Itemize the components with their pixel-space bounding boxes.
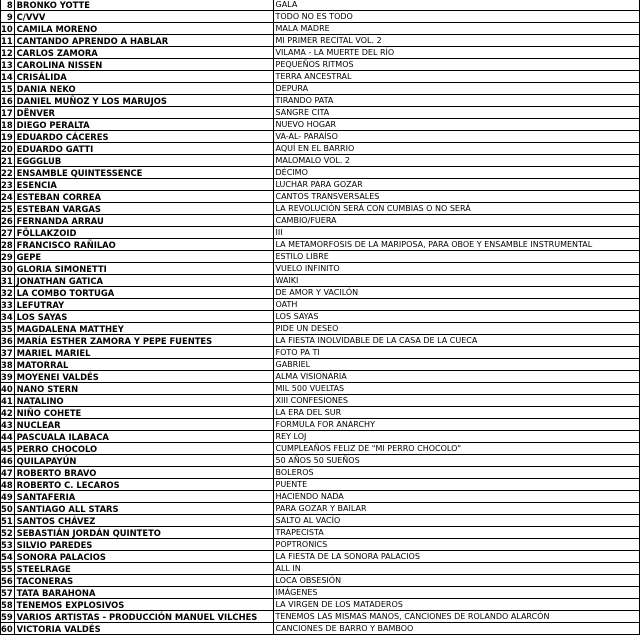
row-number: 31 xyxy=(1,275,13,286)
album-title: TIRANDO PATA xyxy=(273,95,640,107)
row-number: 15 xyxy=(1,83,13,94)
album-title: LA ERA DEL SUR xyxy=(273,407,640,419)
table-row xyxy=(1,347,640,359)
artist-name: EDUARDO GATTI xyxy=(14,143,273,155)
album-title: TERRA ANCESTRAL xyxy=(273,71,640,83)
table-row xyxy=(1,239,640,251)
artist-name: STEELRAGE xyxy=(14,563,273,575)
album-title: ALL IN xyxy=(273,563,640,575)
album-title: LOCA OBSESIÓN xyxy=(273,575,640,587)
artist-name: SANTIAGO ALL STARS xyxy=(14,503,273,515)
table-row xyxy=(1,515,640,527)
table-row xyxy=(1,527,640,539)
artist-name: SANTAFERIA xyxy=(14,491,273,503)
artist-name: LOS SAYAS xyxy=(14,311,273,323)
album-title: LA VIRGEN DE LOS MATADEROS xyxy=(273,599,640,611)
table-row xyxy=(1,155,640,167)
table-row xyxy=(1,191,640,203)
artist-name: SEBASTIÁN JORDÁN QUINTETO xyxy=(14,527,273,539)
album-title: CUMPLEAÑOS FELIZ DE "MI PERRO CHOCOLO" xyxy=(273,443,640,455)
artist-name: SILVIO PAREDES xyxy=(14,539,273,551)
row-number: 44 xyxy=(1,431,13,442)
table-row xyxy=(1,71,640,83)
artist-name: TENEMOS EXPLOSIVOS xyxy=(14,599,273,611)
row-number: 57 xyxy=(1,587,13,598)
table-row xyxy=(1,383,640,395)
table-row xyxy=(1,131,640,143)
album-list-body xyxy=(1,0,640,635)
album-title: LA FIESTA INOLVIDABLE DE LA CASA DE LA CUECA xyxy=(273,335,640,347)
row-number: 53 xyxy=(1,539,13,550)
row-number: 28 xyxy=(1,239,13,250)
artist-name: ROBERTO BRAVO xyxy=(14,467,273,479)
table-row xyxy=(1,479,640,491)
artist-name: CARLOS ZAMORA xyxy=(14,47,273,59)
row-number: 38 xyxy=(1,359,13,370)
row-number: 36 xyxy=(1,335,13,346)
artist-name: TACONERAS xyxy=(14,575,273,587)
row-number: 43 xyxy=(1,419,13,430)
table-row xyxy=(1,623,640,635)
album-title: GALA xyxy=(273,0,640,11)
album-title: TODO NO ES TODO xyxy=(273,11,640,23)
album-title: MIL 500 VUELTAS xyxy=(273,383,640,395)
table-row xyxy=(1,143,640,155)
row-number: 29 xyxy=(1,251,13,262)
table-row xyxy=(1,0,640,11)
album-title: XIII CONFESIONES xyxy=(273,395,640,407)
artist-name: EDUARDO CÁCERES xyxy=(14,131,273,143)
artist-name: ESTEBAN CORREA xyxy=(14,191,273,203)
row-number: 11 xyxy=(1,35,13,46)
album-title: IMÁGENES xyxy=(273,587,640,599)
row-number: 50 xyxy=(1,503,13,514)
artist-name: MARIEL MARIEL xyxy=(14,347,273,359)
table-row xyxy=(1,11,640,23)
album-title: VILAMA - LA MUERTE DEL RÍO xyxy=(273,47,640,59)
row-number: 37 xyxy=(1,347,13,358)
album-title: WAIKI xyxy=(273,275,640,287)
table-row xyxy=(1,275,640,287)
artist-name: FRANCISCO RAÑILAO xyxy=(14,239,273,251)
album-title: LUCHAR PARA GOZAR xyxy=(273,179,640,191)
album-title: PARA GOZAR Y BAILAR xyxy=(273,503,640,515)
artist-name: NATALINO xyxy=(14,395,273,407)
row-number: 60 xyxy=(1,623,13,634)
artist-name: GLORIA SIMONETTI xyxy=(14,263,273,275)
row-number: 20 xyxy=(1,143,13,154)
table-row xyxy=(1,551,640,563)
album-title: VA-AL- PARAÍSO xyxy=(273,131,640,143)
artist-name: NANO STERN xyxy=(14,383,273,395)
row-number: 56 xyxy=(1,575,13,586)
artist-name: CANTANDO APRENDO A HABLAR xyxy=(14,35,273,47)
artist-name: MATORRAL xyxy=(14,359,273,371)
artist-name: FÖLLAKZOID xyxy=(14,227,273,239)
album-title: PIDE UN DESEO xyxy=(273,323,640,335)
table-row xyxy=(1,299,640,311)
row-number: 45 xyxy=(1,443,13,454)
row-number: 25 xyxy=(1,203,13,214)
artist-name: FERNANDA ARRAU xyxy=(14,215,273,227)
artist-name: QUILAPAYÚN xyxy=(14,455,273,467)
album-title: OATH xyxy=(273,299,640,311)
row-number: 10 xyxy=(1,23,13,34)
album-title: III xyxy=(273,227,640,239)
artist-name: DËNVER xyxy=(14,107,273,119)
table-row xyxy=(1,599,640,611)
artist-name: SANTOS CHÁVEZ xyxy=(14,515,273,527)
artist-name: LA COMBO TORTUGA xyxy=(14,287,273,299)
table-row xyxy=(1,455,640,467)
table-row xyxy=(1,227,640,239)
row-number: 16 xyxy=(1,95,13,106)
album-title: 50 AÑOS 50 SUEÑOS xyxy=(273,455,640,467)
table-row xyxy=(1,563,640,575)
artist-name: ESTEBAN VARGAS xyxy=(14,203,273,215)
album-title: SANGRE CITA xyxy=(273,107,640,119)
table-row xyxy=(1,443,640,455)
album-title: HACIENDO NADA xyxy=(273,491,640,503)
artist-name: VARIOS ARTISTAS - PRODUCCIÓN MANUEL VILCHES xyxy=(14,611,273,623)
table-row xyxy=(1,467,640,479)
album-title: FORMULA FOR ANARCHY xyxy=(273,419,640,431)
table-row xyxy=(1,167,640,179)
artist-name: CRISÁLIDA xyxy=(14,71,273,83)
artist-name: BRONKO YOTTE xyxy=(14,0,273,11)
artist-name: CAROLINA NISSEN xyxy=(14,59,273,71)
table-row xyxy=(1,47,640,59)
table-row xyxy=(1,371,640,383)
album-title: CANTOS TRANSVERSALES xyxy=(273,191,640,203)
row-number: 21 xyxy=(1,155,13,166)
table-row xyxy=(1,395,640,407)
table-row xyxy=(1,575,640,587)
artist-name: GEPE xyxy=(14,251,273,263)
row-number: 55 xyxy=(1,563,13,574)
table-row xyxy=(1,179,640,191)
artist-name: VICTORIA VALDÉS xyxy=(14,623,273,635)
row-number: 52 xyxy=(1,527,13,538)
row-number: 19 xyxy=(1,131,13,142)
table-row xyxy=(1,359,640,371)
row-number: 9 xyxy=(1,11,15,23)
row-number: 35 xyxy=(1,323,13,334)
album-title: CAMBIO/FUERA xyxy=(273,215,640,227)
album-title: LOS SAYAS xyxy=(273,311,640,323)
album-title: BOLEROS xyxy=(273,467,640,479)
table-row xyxy=(1,611,640,623)
artist-name: JONATHAN GATICA xyxy=(14,275,273,287)
table-row xyxy=(1,407,640,419)
row-number: 40 xyxy=(1,383,13,394)
album-title: TENEMOS LAS MISMAS MANOS, CANCIONES DE ROLANDO ALARCÓN xyxy=(273,611,640,623)
artist-name: DIEGO PERALTA xyxy=(14,119,273,131)
row-number: 39 xyxy=(1,371,13,382)
table-row xyxy=(1,419,640,431)
artist-name: ENSAMBLE QUINTESSENCE xyxy=(14,167,273,179)
artist-name: PASCUALA ILABACA xyxy=(14,431,273,443)
table-row xyxy=(1,119,640,131)
album-title: LA FIESTA DE LA SONORA PALACIOS xyxy=(273,551,640,563)
row-number: 14 xyxy=(1,71,13,82)
table-row xyxy=(1,335,640,347)
table-row xyxy=(1,263,640,275)
album-title: CANCIONES DE BARRO Y BAMBOO xyxy=(273,623,640,635)
row-number: 49 xyxy=(1,491,13,502)
row-number: 26 xyxy=(1,215,13,226)
row-number: 18 xyxy=(1,119,13,130)
row-number: 34 xyxy=(1,311,13,322)
table-row xyxy=(1,83,640,95)
album-title: TRAPECISTA xyxy=(273,527,640,539)
table-row xyxy=(1,431,640,443)
table-row xyxy=(1,215,640,227)
row-number: 24 xyxy=(1,191,13,202)
row-number: 8 xyxy=(1,0,15,11)
artist-name: MARÍA ESTHER ZAMORA Y PEPE FUENTES xyxy=(14,335,273,347)
table-row xyxy=(1,323,640,335)
album-title: POPTRONICS xyxy=(273,539,640,551)
album-title: PUENTE xyxy=(273,479,640,491)
row-number: 17 xyxy=(1,107,13,118)
table-row xyxy=(1,503,640,515)
artist-name: PERRO CHOCOLO xyxy=(14,443,273,455)
album-title: VUELO INFINITO xyxy=(273,263,640,275)
table-row xyxy=(1,587,640,599)
table-row xyxy=(1,491,640,503)
album-title: DEPURA xyxy=(273,83,640,95)
row-number: 42 xyxy=(1,407,13,418)
album-title: MI PRIMER RECITAL VOL. 2 xyxy=(273,35,640,47)
row-number: 59 xyxy=(1,611,13,622)
table-row xyxy=(1,203,640,215)
artist-name: MOYENEI VALDÉS xyxy=(14,371,273,383)
row-number: 32 xyxy=(1,287,13,298)
album-title: AQUÍ EN EL BARRIO xyxy=(273,143,640,155)
album-title: MALA MADRE xyxy=(273,23,640,35)
row-number: 33 xyxy=(1,299,13,310)
artist-name: NIÑO COHETE xyxy=(14,407,273,419)
row-number: 23 xyxy=(1,179,13,190)
album-title: DE AMOR Y VACILÓN xyxy=(273,287,640,299)
row-number: 51 xyxy=(1,515,13,526)
table-row xyxy=(1,311,640,323)
table-row xyxy=(1,59,640,71)
row-number: 58 xyxy=(1,599,13,610)
artist-name: ESENCIA xyxy=(14,179,273,191)
artist-name: MAGDALENA MATTHEY xyxy=(14,323,273,335)
album-title: LA REVOLUCIÓN SERÁ CON CUMBIAS O NO SERÁ xyxy=(273,203,640,215)
artist-name: NUCLEAR xyxy=(14,419,273,431)
album-title: MALOMALO VOL. 2 xyxy=(273,155,640,167)
table-row xyxy=(1,287,640,299)
artist-name: SONORA PALACIOS xyxy=(14,551,273,563)
row-number: 54 xyxy=(1,551,13,562)
artist-name: C/VVV xyxy=(14,11,273,23)
artist-name: DANIEL MUÑOZ Y LOS MARUJOS xyxy=(14,95,273,107)
album-title: LA METAMORFOSIS DE LA MARIPOSA, PARA OBOE Y ENSAMBLE INSTRUMENTAL xyxy=(273,239,640,251)
table-row xyxy=(1,95,640,107)
row-number: 48 xyxy=(1,479,13,490)
row-number: 27 xyxy=(1,227,13,238)
row-number: 22 xyxy=(1,167,13,178)
row-number: 13 xyxy=(1,59,13,70)
album-title: FOTO PA TI xyxy=(273,347,640,359)
artist-name: TATA BARAHONA xyxy=(14,587,273,599)
artist-name: DANIA NEKO xyxy=(14,83,273,95)
album-title: DÉCIMO xyxy=(273,167,640,179)
artist-name: EGGGLUB xyxy=(14,155,273,167)
table-row xyxy=(1,23,640,35)
row-number: 41 xyxy=(1,395,13,406)
row-number: 46 xyxy=(1,455,13,466)
album-title: SALTO AL VACÍO xyxy=(273,515,640,527)
table-row xyxy=(1,251,640,263)
album-title: NUEVO HOGAR xyxy=(273,119,640,131)
table-row xyxy=(1,107,640,119)
table-row xyxy=(1,35,640,47)
album-title: PEQUEÑOS RITMOS xyxy=(273,59,640,71)
row-number: 47 xyxy=(1,467,13,478)
artist-name: LEFUTRAY xyxy=(14,299,273,311)
row-number: 12 xyxy=(1,47,13,58)
album-title: ALMA VISIONARIA xyxy=(273,371,640,383)
album-title: ESTILO LIBRE xyxy=(273,251,640,263)
artist-name: CAMILA MORENO xyxy=(14,23,273,35)
table-row xyxy=(1,539,640,551)
album-title: REY LOJ xyxy=(273,431,640,443)
row-number: 30 xyxy=(1,263,13,274)
artist-name: ROBERTO C. LECAROS xyxy=(14,479,273,491)
album-title: GABRIEL xyxy=(273,359,640,371)
